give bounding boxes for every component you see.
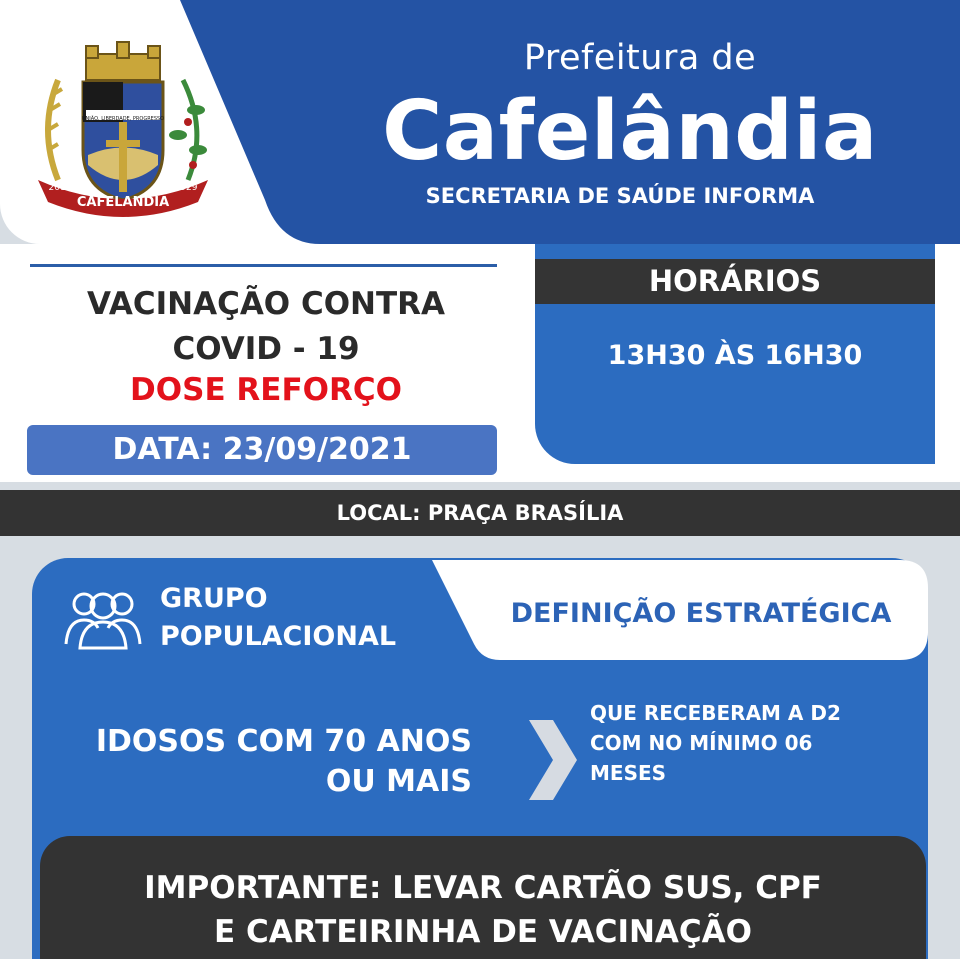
- condition-text: [590, 698, 930, 788]
- condition-line3: MESES: [590, 761, 667, 785]
- important-line2: E CARTEIRINHA DE VACINAÇÃO: [213, 914, 753, 950]
- hours-time: 13H30 ÀS 16H30: [607, 340, 863, 371]
- definition-label: DEFINIÇÃO ESTRATÉGICA: [510, 598, 892, 629]
- svg-text:2017: 2017: [48, 183, 72, 193]
- group-label: [160, 580, 460, 656]
- svg-text:1929: 1929: [174, 183, 198, 193]
- location-text: LOCAL: PRAÇA BRASÍLIA: [336, 501, 624, 525]
- vaccination-title-line1: VACINAÇÃO CONTRA: [86, 286, 446, 322]
- important-text: [40, 866, 926, 954]
- group-label-line1: GRUPO: [160, 583, 268, 614]
- svg-text:UNIÃO, LIBERDADE, PROGRESSO: UNIÃO, LIBERDADE, PROGRESSO: [81, 116, 165, 122]
- condition-line1: QUE RECEBERAM A D2: [590, 701, 841, 725]
- target-group-line2: OU MAIS: [325, 764, 472, 799]
- date-badge: DATA: 23/09/2021: [27, 425, 497, 475]
- condition-line2: COM NO MÍNIMO 06: [590, 731, 813, 755]
- header-title: Cafelândia: [382, 84, 878, 179]
- target-group-line1: IDOSOS COM 70 ANOS: [95, 724, 472, 759]
- important-line1: IMPORTANTE: LEVAR CARTÃO SUS, CPF: [144, 870, 822, 906]
- svg-text:CAFELANDIA: CAFELANDIA: [76, 195, 170, 210]
- header-subtitle: Prefeitura de: [523, 38, 757, 78]
- people-icon: [64, 584, 142, 650]
- hours-title: HORÁRIOS: [648, 264, 822, 298]
- group-label-line2: POPULACIONAL: [160, 621, 397, 652]
- dose-label: DOSE REFORÇO: [130, 372, 402, 408]
- header-tagline: SECRETARIA DE SAÚDE INFORMA: [425, 184, 815, 208]
- chevron-right-icon: [525, 716, 581, 804]
- vaccination-title-line2: COVID - 19: [172, 331, 360, 367]
- target-group: [60, 722, 472, 802]
